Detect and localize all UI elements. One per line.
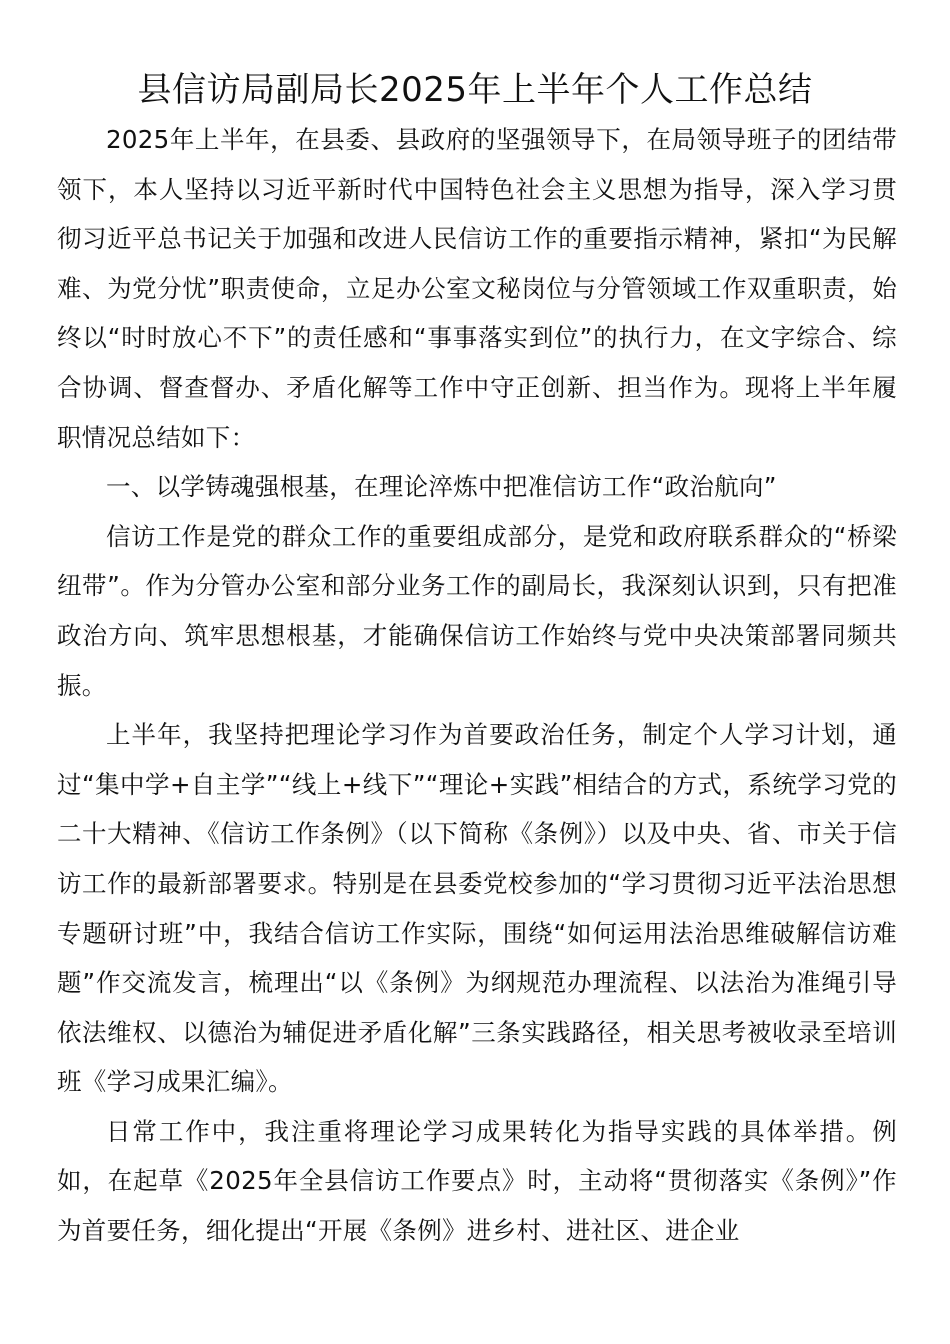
intro-paragraph: 2025年上半年，在县委、县政府的坚强领导下，在局领导班子的团结带领下，本人坚持以习近平新时代中国特色社会主义思想为指导，深入学习贯彻习近平总书记关于加强和改进人民信访工作的重要指示精神，紧扣“为民解难、为党分忧”职责使命，立足办公室文秘岗位与分管领域工作双重职责，始终以“时时放心不下”的责任感和“事事落实到位”的执行力，在文字综合、综合协调、督查督办、矛盾化解等工作中守正创新、担当作为。现将上半年履职情况总结如下： — [57, 125, 897, 452]
body-paragraph: 日常工作中，我注重将理论学习成果转化为指导实践的具体举措。例如，在起草《2025年全县信访工作要点》时，主动将“贯彻落实《条例》”作为首要任务，细化提出“开展《条例》进乡村、进社区、进企业 — [57, 1116, 897, 1246]
body-paragraph: 上半年，我坚持把理论学习作为首要政治任务，制定个人学习计划，通过“集中学+自主学”“线上+线下”“理论+实践”相结合的方式，系统学习党的二十大精神、《信访工作条例》（以下简称《条例》）以及中央、省、市关于信访工作的最新部署要求。特别是在县委党校参加的“学习贯彻习近平法治思想专题研讨班”中，我结合信访工作实际，围绕“如何运用法治思维破解信访难题”作交流发言，梳理出“以《条例》为纲规范办理流程、以法治为准绳引导依法维权、以德治为辅促进矛盾化解”三条实践路径，相关思考被收录至培训班《学习成果汇编》。 — [57, 720, 897, 1097]
document-title: 县信访局副局长2025年上半年个人工作总结 — [137, 70, 813, 110]
body-paragraph: 信访工作是党的群众工作的重要组成部分，是党和政府联系群众的“桥梁纽带”。作为分管办公室和部分业务工作的副局长，我深刻认识到，只有把准政治方向、筑牢思想根基，才能确保信访工作始终与党中央决策部署同频共振。 — [57, 521, 897, 700]
document-body — [57, 115, 897, 1256]
section-heading-1: 一、以学铸魂强根基，在理论淬炼中把准信访工作“政治航向” — [106, 472, 777, 502]
